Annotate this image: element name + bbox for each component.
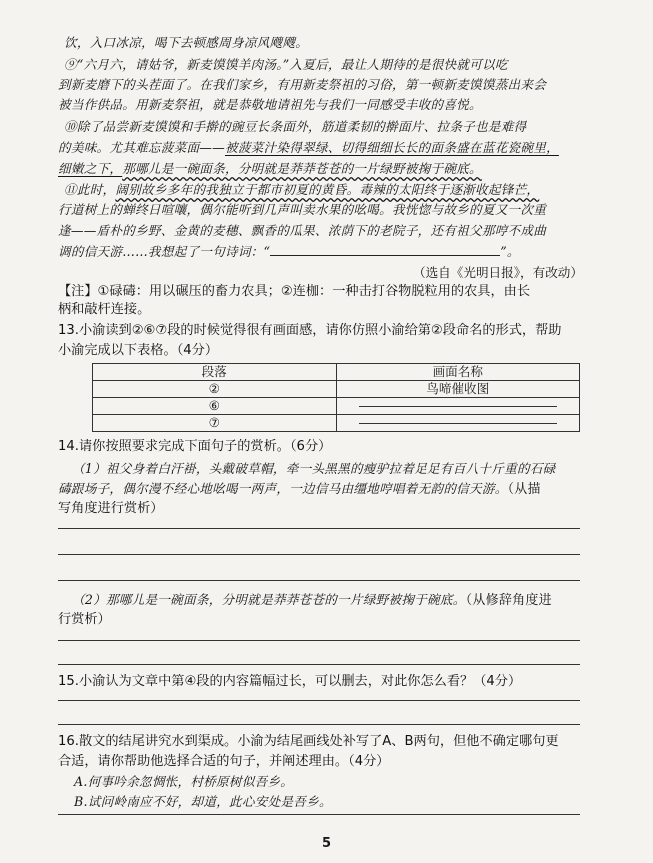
answer-line[interactable] — [58, 700, 580, 701]
question-13-line-1: 13.小渝读到②⑥⑦段的时候觉得很有画面感，请你仿照小渝给第②段命名的形式，帮助 — [58, 323, 562, 338]
passage-text: 的美味。尤其难忘菠菜面—— — [58, 140, 225, 155]
option-a: A.何事吟余忽惆怅，村桥原树似吾乡。 — [74, 774, 294, 789]
sentence-text: 碡跟场子，偶尔漫不经心地吆喝一两声，一边信马由缰地哼唱着无韵的信天游。 — [58, 481, 508, 496]
passage-para-11-line-2: 行道树上的蝉终日喧嚷，偶尔能听到几声叫卖水果的吆喝。我恍惚与故乡的夏又一次重 — [58, 202, 547, 217]
passage-para-9-line-3: 被当作供品。用新麦祭祖，就是恭敬地请祖先与我们一同感受丰收的喜悦。 — [58, 97, 482, 112]
question-14-sentence-2-line-2: 行赏析） — [58, 612, 111, 627]
wavy-underlined-sentence: 那哪儿是一碗面条，分明就是莽莽苍苍的一片绿野被掬于碗底。 — [122, 161, 482, 176]
passage-para-9-line-1: ⑨“六月六，请姑爷，新麦馍馍羊肉汤。”入夏后，最让人期待的是很快就可以吃 — [64, 57, 508, 72]
passage-text: 调的信天游……我想起了一句诗词：“ — [58, 244, 271, 259]
answer-line[interactable] — [58, 814, 580, 815]
answer-line[interactable] — [58, 554, 580, 555]
passage-para-10-line-1: ⑩除了品尝新麦馍馍和手擀的豌豆长条面外，筋道柔韧的擀面片、拉条子也是难得 — [64, 119, 527, 134]
table-cell-paragraph: ⑦ — [93, 415, 337, 432]
wavy-underlined-text: 阔别故乡多年的我独立于都市初夏的黄昏。毒辣的太阳终于逐渐收起锋芒， — [115, 182, 540, 197]
question-15: 15.小渝认为文章中第④段的内容篇幅过长，可以删去，对此你怎么看？（4分） — [58, 674, 522, 689]
question-16-line-2: 合适，请你帮助他选择合适的句子，并阐述理由。（4分） — [58, 754, 390, 769]
table-cell-paragraph: ⑥ — [93, 398, 337, 415]
question-14-title: 14.请你按照要求完成下面句子的赏析。（6分） — [58, 439, 332, 454]
footnote-line-1: 【注】①碌碡：用以碾压的畜力农具；②连枷：一种击打谷物脱粒用的农具，由长 — [58, 284, 531, 299]
question-13-line-2: 小渝完成以下表格。（4分） — [58, 343, 219, 358]
question-14-sentence-1-line-1: （1）祖父身着白汗褂，头戴破草帽，牵一头黑黑的瘦驴拉着足足有百八十斤重的石碌 — [72, 461, 556, 476]
passage-para-11-line-3: 逢——盾朴的乡野、金黄的麦穗、飘香的瓜果、浓荫下的老院子，还有祖父那哼不成曲 — [58, 223, 547, 238]
answer-line[interactable] — [58, 664, 580, 665]
passage-text: ⑪此时， — [64, 182, 116, 197]
underlined-sentence: 被菠菜汁染得翠绿、切得细细长长的面条盛在蓝花瓷碗里， — [224, 140, 559, 155]
passage-para-9-line-2: 到新麦磨下的头茬面了。在我们家乡，有用新麦祭祖的习俗，第一顿新麦馍馍蒸出来会 — [58, 77, 547, 92]
answer-line[interactable] — [58, 580, 580, 581]
sentence-text: （2）那哪儿是一碗面条，分明就是莽莽苍苍的一片绿野被掬于碗底。 — [72, 592, 466, 607]
question-14-sentence-1-line-3: 写角度进行赏析） — [58, 501, 164, 516]
question-16-line-1: 16.散文的结尾讲究水到渠成。小渝为结尾画线处补写了A、B两句，但他不确定哪句更 — [58, 734, 559, 749]
answer-line[interactable] — [58, 640, 580, 641]
answer-line[interactable] — [58, 528, 580, 529]
question-14-sentence-1-line-2 — [58, 479, 584, 500]
passage-line: 饮，入口冰凉，喝下去顿感周身凉风飕飕。 — [64, 35, 309, 50]
instruction-text: （从描 — [507, 482, 541, 497]
table-header-paragraph: 段落 — [93, 364, 337, 381]
answer-line[interactable] — [58, 724, 580, 725]
table-cell-title: 鸟啼催收图 — [336, 381, 580, 398]
question-14-sentence-2-line-1 — [72, 590, 584, 611]
source-citation: （选自《光明日报》，有改动） — [412, 265, 583, 280]
footnote-line-2: 柄和敲杆连接。 — [58, 302, 151, 317]
table-header-title: 画面名称 — [336, 364, 580, 381]
instruction-text: （从修辞角度进 — [465, 593, 552, 608]
page-number: 5 — [321, 836, 332, 851]
table-cell-paragraph: ② — [93, 381, 337, 398]
passage-text: ”。 — [500, 244, 520, 259]
underlined-text: 细嫩之下， — [58, 161, 123, 176]
option-b: B.试问岭南应不好，却道，此心安处是吾乡。 — [74, 794, 332, 809]
